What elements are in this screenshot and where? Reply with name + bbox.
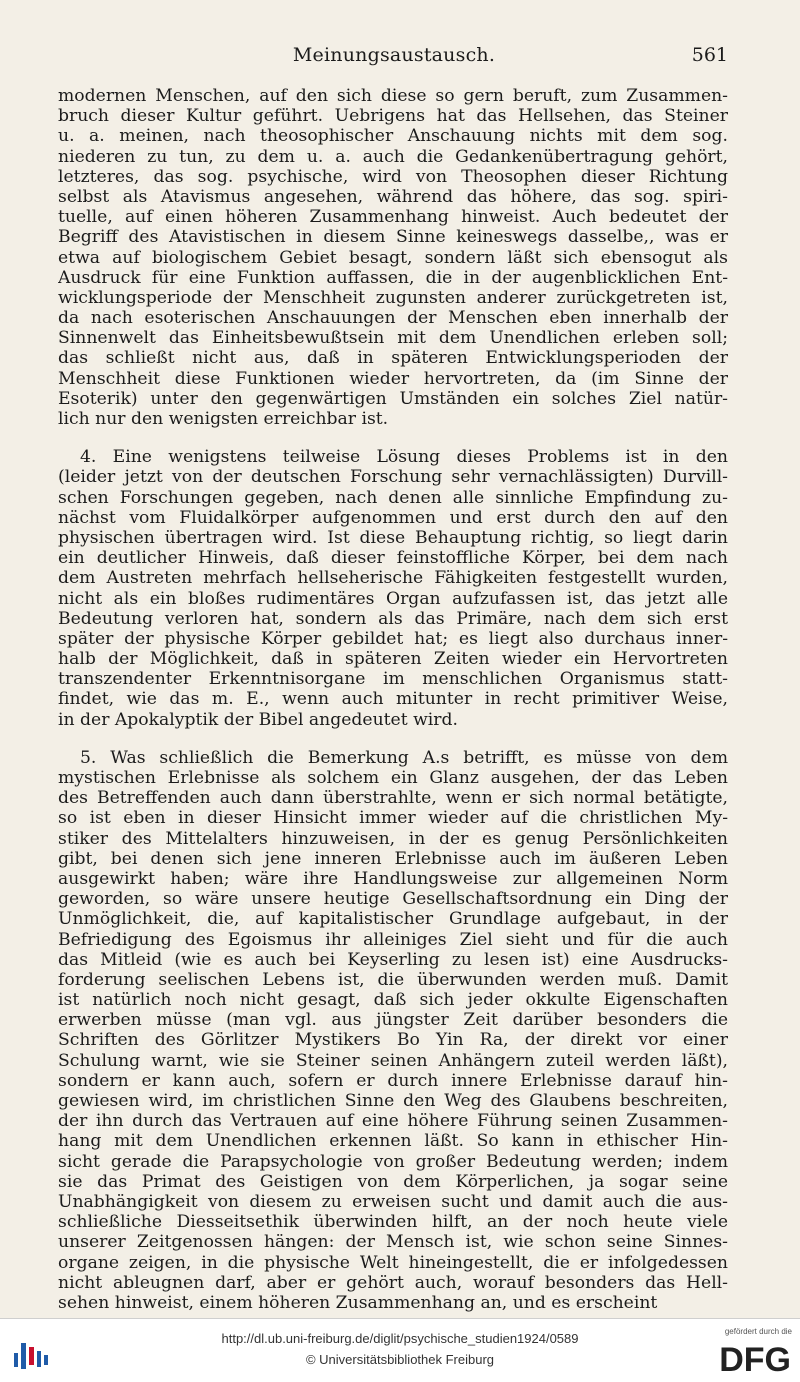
viewer-footer [0, 1318, 800, 1382]
text-line: in der Apokalyptik der Bibel angedeutet wird. [58, 709, 458, 730]
page-header [58, 44, 730, 74]
text-line: physischen übertragen wird. Ist diese Behauptung richtig, so liegt darin [58, 527, 728, 548]
text-line: Esoterik) unter den gegenwärtigen Umständen ein solches Ziel natür- [58, 388, 728, 409]
text-line: stiker des Mittelalters hinzuweisen, in der es genug Persönlichkeiten [58, 828, 728, 849]
text-line: so ist eben in dieser Hinsicht immer wieder auf die christlichen My- [58, 808, 728, 829]
text-line: Unmöglichkeit, die, auf kapitalistischer Grundlage aufgebaut, in der [58, 909, 728, 930]
copyright-notice: © Universitätsbibliothek Freiburg [305, 1352, 495, 1367]
text-line: Befriedigung des Egoismus ihr alleiniges Ziel sieht und für die auch [58, 929, 728, 950]
text-line: des Betreffenden auch dann überstrahlte, wenn er sich normal betätigte, [58, 788, 728, 809]
text-line: lich nur den wenigsten erreichbar ist. [58, 409, 389, 429]
text-line: geworden, so wäre unsere heutige Gesellschaftsordnung ein Ding der [58, 889, 728, 910]
text-line: u. a. meinen, nach theosophischer Anschauung nichts mit dem sog. [58, 126, 728, 147]
text-line: sondern er kann auch, sofern er durch innere Erlebnisse darauf hin- [58, 1070, 728, 1091]
text-line: nicht als ein bloßes rudimentäres Organ aufzufassen ist, das jetzt alle [58, 588, 728, 609]
text-line: Schulung warnt, wie sie Steiner seinen Anhängern zuteil werden läßt), [58, 1050, 728, 1071]
running-head: Meinungsaustausch. [292, 44, 496, 66]
text-line: Menschheit diese Funktionen wieder hervortreten, da (im Sinne der [58, 368, 728, 389]
text-line: Sinnenwelt das Einheitsbewußtsein mit dem Unendlichen erleben soll; [58, 328, 728, 349]
text-line: ausgewirkt haben; wäre ihre Handlungsweise zur allgemeinen Norm [58, 868, 728, 889]
text-line: nicht ableugnen darf, aber er gehört auch, worauf besonders das Hell- [58, 1272, 728, 1293]
page-number: 561 [691, 44, 728, 66]
dfg-tagline: gefördert durch die [724, 1327, 792, 1336]
text-line: niederen zu tun, zu dem u. a. auch die Gedankenübertragung gehört, [58, 146, 728, 167]
text-line: Schriften des Görlitzer Mystikers Bo Yin Ra, der direkt vor einer [58, 1030, 728, 1051]
text-line: ist natürlich noch nicht gesagt, daß sich jeder okkulte Eigenschaften [58, 990, 728, 1011]
text-line: unserer Zeitgenossen hängen: der Mensch ist, wie schon seine Sinnes- [58, 1232, 728, 1253]
text-line: der ihn durch das Vertrauen auf eine höhere Führung seinen Zusammen- [58, 1111, 728, 1132]
text-line: sie das Primat des Geistigen von dem Körperlichen, ja sogar seine [58, 1171, 728, 1192]
text-line: selbst als Atavismus angesehen, während das höhere, das sog. spiri- [58, 186, 728, 207]
text-line: organe zeigen, in die physische Welt hineingestellt, die er infolgedessen [58, 1252, 728, 1273]
text-line: 5. Was schließlich die Bemerkung A.s betrifft, es müsse von dem [80, 747, 728, 768]
text-line: sehen hinweist, einem höheren Zusammenhang an, und es erscheint [58, 1292, 658, 1313]
text-line: findet, wie das m. E., wenn auch mitunter in recht primitiver Weise, [58, 689, 728, 710]
text-line: tuelle, auf einen höheren Zusammenhang hinweist. Auch bedeutet der [58, 207, 728, 228]
dfg-logo-text: DFG [719, 1341, 791, 1375]
permalink-url[interactable]: http://dl.ub.uni-freiburg.de/diglit/psychische_studien1924/0589 [221, 1331, 579, 1346]
text-line: schen Forschungen gegeben, nach denen alle sinnliche Empfindung zu- [58, 487, 728, 508]
text-line: Bedeutung verloren hat, sondern als das Primäre, nach dem sich erst [58, 608, 728, 629]
text-line: da nach esoterischen Anschauungen der Menschen eben innerhalb der [58, 308, 728, 329]
paragraph-gap [58, 429, 728, 447]
body-text [58, 86, 728, 1313]
text-line: schließliche Diesseitsethik überwinden hilft, an der noch heute viele [58, 1212, 728, 1233]
text-line: ein deutlicher Hinweis, daß dieser feinstoffliche Körper, bei dem nach [58, 548, 728, 569]
text-line: 4. Eine wenigstens teilweise Lösung dieses Problems ist in den [80, 447, 728, 468]
dfg-logo-icon [706, 1341, 792, 1379]
text-line: letzteres, das sog. psychische, wird von Theosophen dieser Richtung [58, 166, 728, 187]
text-line: (leider jetzt von der deutschen Forschung sehr vernachlässigten) Durvill- [58, 467, 728, 488]
text-line: sicht gerade die Parapsychologie von großer Bedeutung werden; indem [58, 1151, 728, 1172]
text-line: das schließt nicht aus, daß in späteren Entwicklungsperioden der [58, 348, 728, 369]
text-line: Ausdruck für eine Funktion auffassen, die in der augenblicklichen Ent- [58, 267, 728, 288]
text-line: halb der Möglichkeit, daß in späteren Zeiten wieder ein Hervortreten [58, 649, 728, 670]
text-line: gewiesen wird, im christlichen Sinne den Weg des Glaubens beschreiten, [58, 1091, 728, 1111]
paragraph-gap [58, 730, 728, 748]
text-line: das Mitleid (wie es auch bei Keyserling zu lesen ist) eine Ausdrucks- [58, 949, 728, 970]
dfg-funding-badge[interactable] [706, 1327, 792, 1377]
text-line: erwerben müsse (man vgl. aus jüngster Zeit darüber besonders die [58, 1010, 728, 1031]
text-line: Unabhängigkeit von diesem zu erweisen sucht und damit auch die aus- [58, 1191, 728, 1212]
text-line: bruch dieser Kultur geführt. Uebrigens hat das Hellsehen, das Steiner [58, 106, 728, 127]
text-line: mystischen Erlebnisse als solchem ein Glanz ausgehen, der das Leben [58, 768, 728, 788]
text-line: hang mit dem Unendlichen erkennen läßt. So kann in ethischer Hin- [58, 1131, 728, 1152]
text-line: transzendenter Erkenntnisorgane im menschlichen Organismus statt- [58, 669, 728, 690]
text-line: gibt, bei denen sich jene inneren Erlebnisse auch im äußeren Leben [58, 848, 728, 869]
text-line: wicklungsperiode der Menschheit zugunsten anderer zurückgetreten ist, [58, 287, 728, 308]
text-line: nächst vom Fluidalkörper aufgenommen und erst durch den auf den [58, 507, 728, 528]
text-line: später der physische Körper gebildet hat; es liegt also durchaus inner- [58, 628, 728, 649]
text-line: dem Austreten mehrfach hellseherische Fähigkeiten festgestellt wurden, [58, 568, 728, 589]
text-line: etwa auf biologischem Gebiet besagt, sondern läßt sich ebensogut als [58, 247, 728, 268]
text-line: modernen Menschen, auf den sich diese so gern beruft, zum Zusammen- [58, 86, 728, 106]
text-line: forderung seelischen Lebens ist, die überwunden werden muß. Damit [58, 969, 728, 990]
text-line: Begriff des Atavistischen in diesem Sinne keineswegs dasselbe,, was er [58, 227, 728, 248]
